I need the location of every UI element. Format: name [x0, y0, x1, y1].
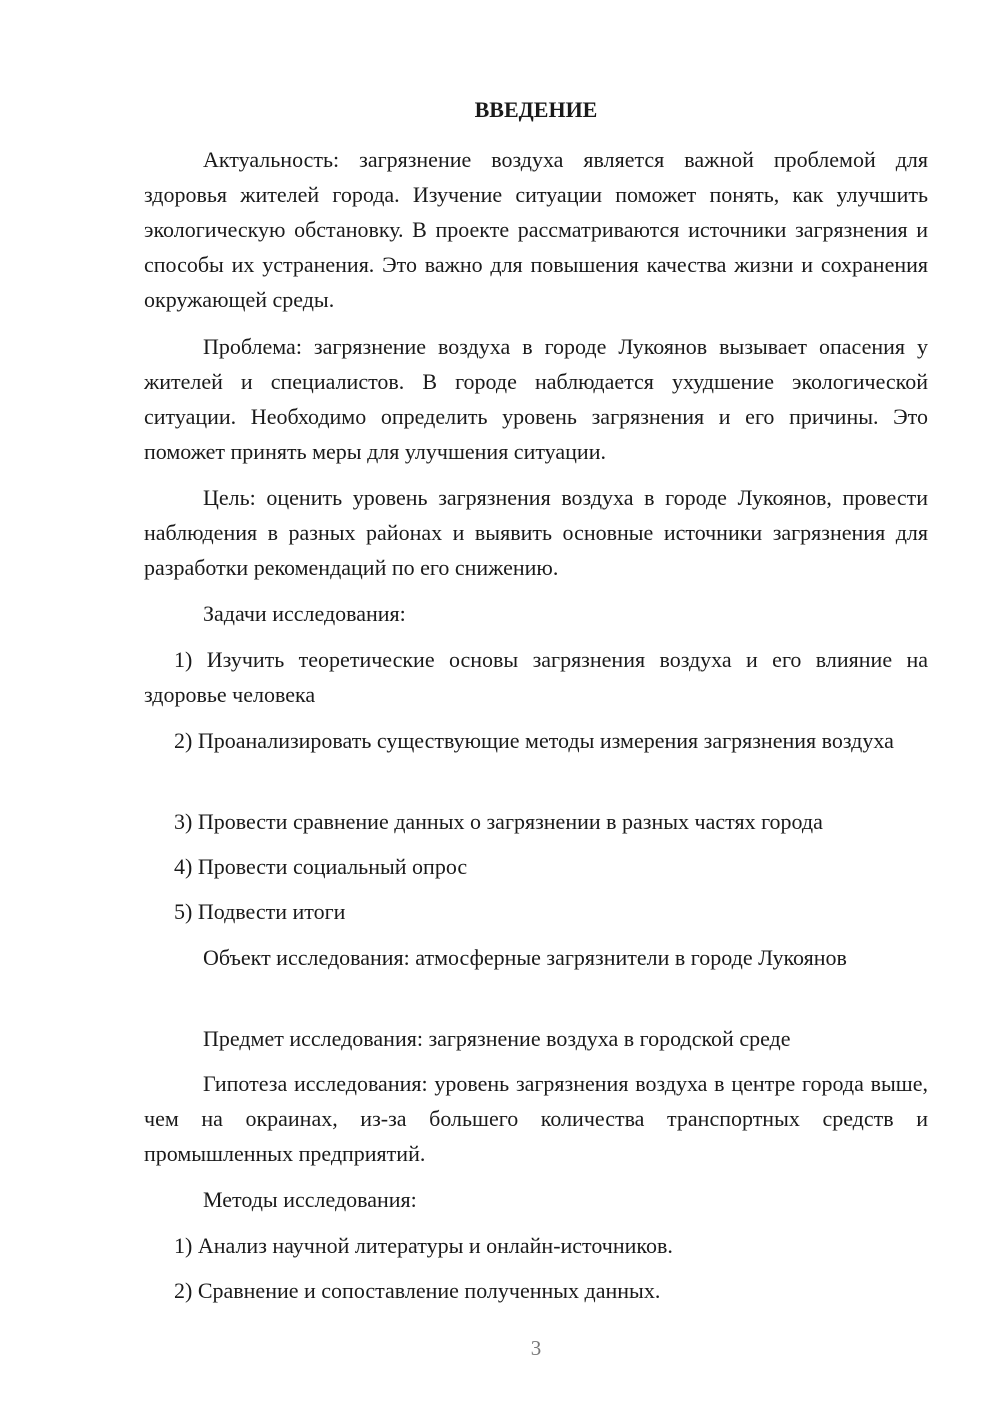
- task-item-3: 3) Провести сравнение данных о загрязнении в разных частях города: [174, 809, 823, 834]
- tasks-heading: Задачи исследования:: [203, 601, 406, 626]
- method-item-1: 1) Анализ научной литературы и онлайн-источников.: [174, 1233, 673, 1258]
- page-number: 3: [530, 1336, 542, 1360]
- object-paragraph: Объект исследования: атмосферные загрязнители в городе Лукоянов: [203, 945, 847, 970]
- hypothesis-paragraph: Гипотеза исследования: уровень загрязнения воздуха в центре города выше, чем на окраинах, из-за большего количества транспортных средств и промышленных предприятий.: [144, 1071, 928, 1166]
- section-heading: ВВЕДЕНИЕ: [474, 97, 598, 122]
- task-item-5: 5) Подвести итоги: [174, 899, 346, 924]
- relevance-paragraph: Актуальность: загрязнение воздуха является важной проблемой для здоровья жителей города. Изучение ситуации поможет понять, как улучшить экологическую обстановку. В проекте рассматриваются источники загрязнения и способы их устранения. Это важно для повышения качества жизни и сохранения окружающей среды.: [144, 147, 928, 312]
- task-item-2: 2) Проанализировать существующие методы измерения загрязнения воздуха: [174, 728, 894, 753]
- document-page: [144, 0, 928, 1414]
- problem-paragraph: Проблема: загрязнение воздуха в городе Лукоянов вызывает опасения у жителей и специалистов. В городе наблюдается ухудшение экологической ситуации. Необходимо определить уровень загрязнения и его причины. Это поможет принять меры для улучшения ситуации.: [144, 334, 928, 464]
- subject-paragraph: Предмет исследования: загрязнение воздуха в городской среде: [203, 1026, 791, 1051]
- goal-paragraph: Цель: оценить уровень загрязнения воздуха в городе Лукоянов, провести наблюдения в разных районах и выявить основные источники загрязнения для разработки рекомендаций по его снижению.: [144, 485, 928, 580]
- task-item-1: 1) Изучить теоретические основы загрязнения воздуха и его влияние на здоровье человека: [144, 647, 928, 707]
- task-item-4: 4) Провести социальный опрос: [174, 854, 468, 879]
- method-item-2: 2) Сравнение и сопоставление полученных данных.: [174, 1278, 661, 1303]
- methods-heading: Методы исследования:: [203, 1187, 417, 1212]
